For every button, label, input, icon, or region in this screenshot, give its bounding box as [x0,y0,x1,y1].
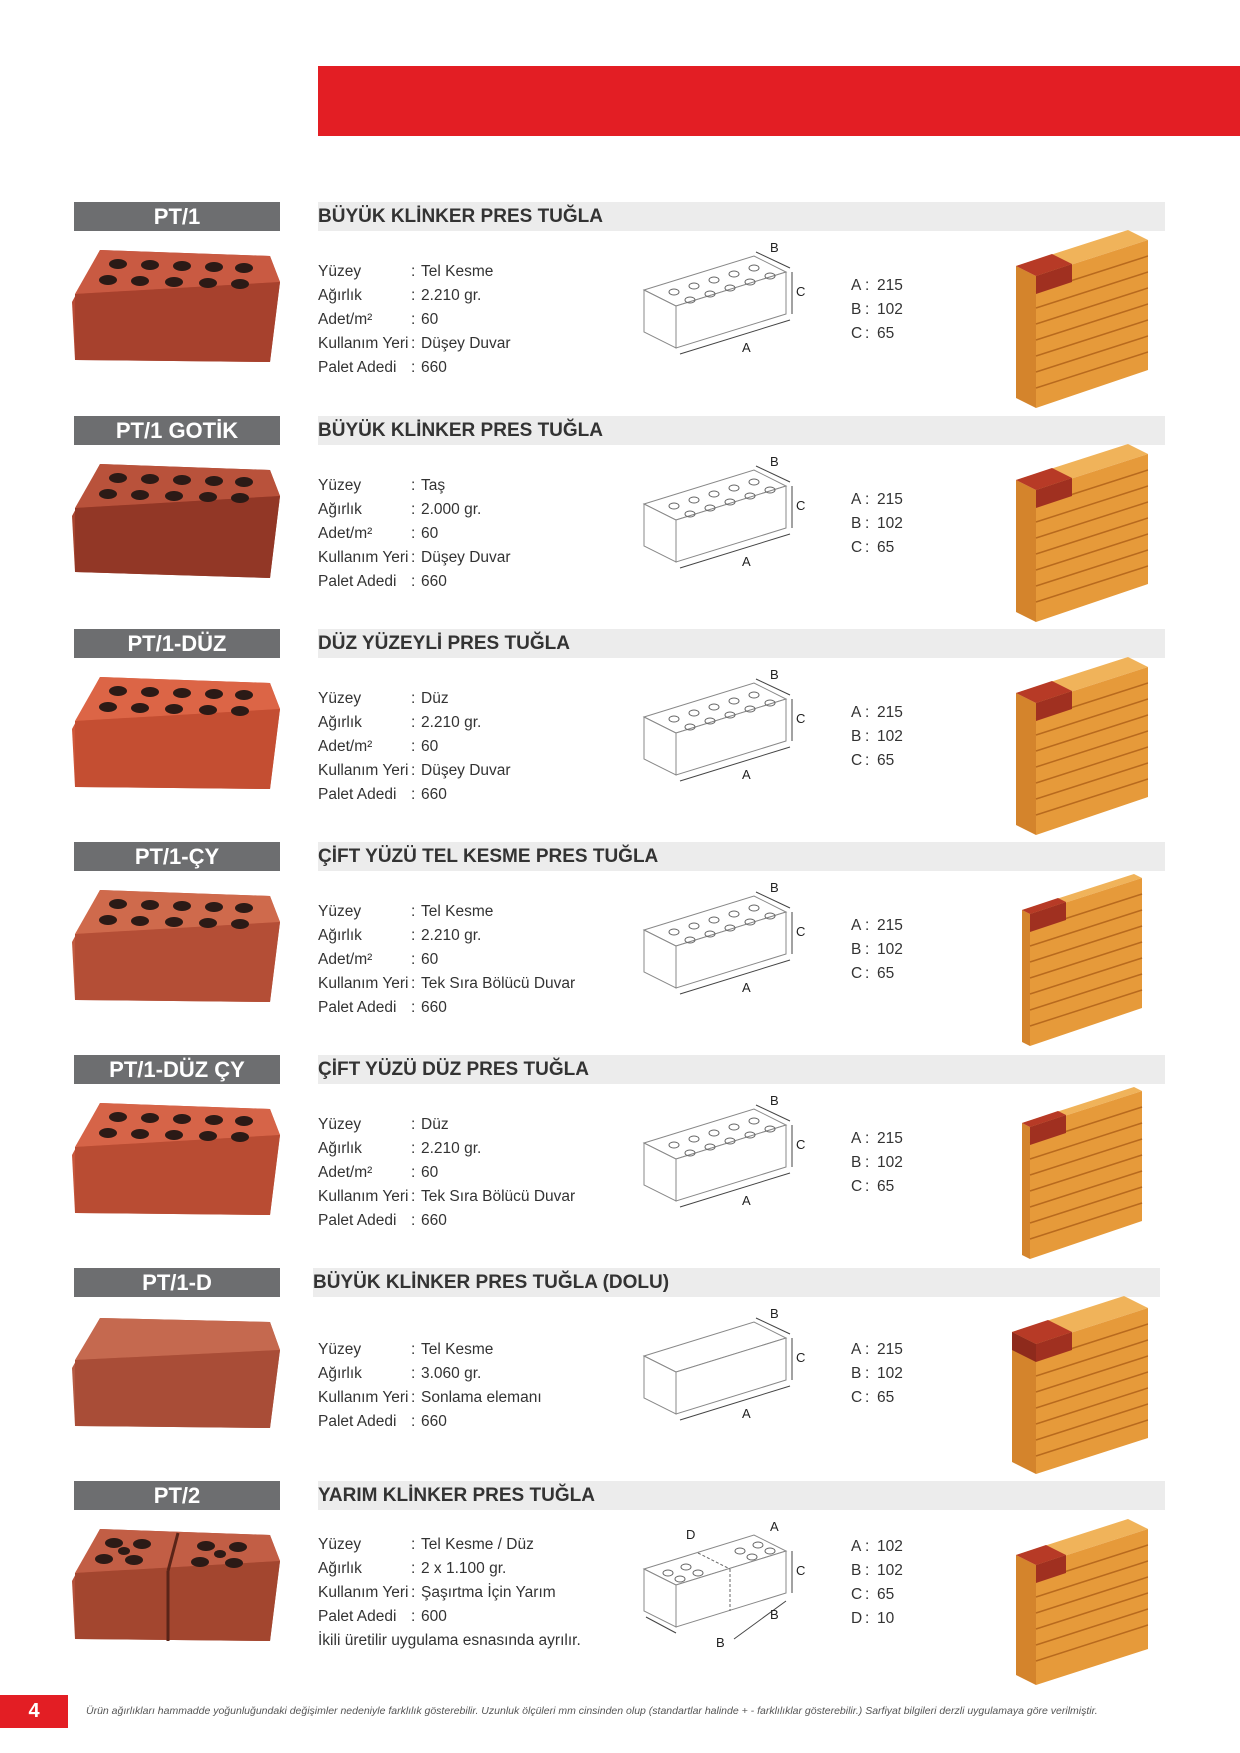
brick-photo [70,1521,286,1651]
spec-row: Ağırlık : 2 x 1.100 gr. [318,1560,507,1577]
dim-row: A : 102 [851,1538,903,1555]
spec-row: Adet/m² : 60 [318,525,439,542]
product-pt1-duz [0,629,1240,842]
dimension-list [851,488,931,560]
diagram-label-c: C [796,284,806,299]
spec-row: Palet Adedi : 600 [318,1608,447,1625]
wall-illustration [1008,444,1148,622]
diagram-label-c: C [796,711,806,726]
diagram-label-c: C [796,498,806,513]
diagram-label-a: A [742,980,751,995]
spec-row: Kullanım Yeri : Düşey Duvar [318,335,511,352]
spec-list [318,900,618,1020]
diagram-label-c: C [796,1137,806,1152]
brick-photo [70,456,286,586]
diagram-label-b: B [770,669,779,682]
spec-row: Yüzey : Tel Kesme [318,903,494,920]
spec-list [318,474,618,594]
dim-row: C : 65 [851,1178,895,1195]
dim-row: C : 65 [851,965,895,982]
spec-row: Palet Adedi : 660 [318,1212,447,1229]
spec-row: Palet Adedi : 660 [318,786,447,803]
diagram-label-c: C [796,924,806,939]
spec-row: Ağırlık : 2.210 gr. [318,927,482,944]
dim-row: A : 215 [851,1341,903,1358]
spec-row: Yüzey : Tel Kesme [318,1341,494,1358]
product-pt1-duz-cy [0,1055,1240,1268]
brick-photo [70,242,286,372]
diagram-label-c: C [796,1563,806,1578]
spec-row: Ağırlık : 2.210 gr. [318,287,482,304]
diagram-label-a: A [742,554,751,569]
product-pt1-cy [0,842,1240,1055]
product-title: BÜYÜK KLİNKER PRES TUĞLA [318,202,1165,231]
spec-row: Palet Adedi : 660 [318,359,447,376]
product-code: PT/1 GOTİK [74,416,280,445]
diagram-label-a: A [742,340,751,355]
spec-row: Palet Adedi : 660 [318,1413,447,1430]
spec-row: Ağırlık : 2.210 gr. [318,1140,482,1157]
product-title: YARIM KLİNKER PRES TUĞLA [318,1481,1165,1510]
dim-row: B : 102 [851,728,903,745]
spec-row: Kullanım Yeri : Düşey Duvar [318,549,511,566]
wall-illustration [1008,230,1148,408]
spec-list [318,1113,618,1233]
dim-row: C : 65 [851,539,895,556]
spec-list [318,260,618,380]
page-number: 4 [0,1695,68,1728]
spec-row: Kullanım Yeri : Tek Sıra Bölücü Duvar [318,1188,576,1205]
spec-row: Kullanım Yeri : Sonlama elemanı [318,1389,542,1406]
dim-row: C : 65 [851,1586,895,1603]
dimension-list [851,701,931,773]
footer-disclaimer: Ürün ağırlıkları hammadde yoğunluğundaki değişimler nedeniyle farklılık gösterebilir. Uzunluk ölçüleri mm cinsinden olup (standartlar halinde + - farklılıklar gösterebilir.) Sarfiyat bilgileri derzli uygulamaya göre verilmiştir. [86,1705,1098,1717]
spec-row: Yüzey : Düz [318,690,449,707]
product-pt1-gotik [0,416,1240,629]
spec-row: Yüzey : Tel Kesme [318,263,494,280]
spec-row: Kullanım Yeri : Tek Sıra Bölücü Duvar [318,975,576,992]
wall-illustration [1008,657,1148,835]
product-code: PT/2 [74,1481,280,1510]
diagram-label-a: A [742,767,751,782]
product-pt2 [0,1481,1240,1694]
dimension-list [851,274,931,346]
spec-row: Adet/m² : 60 [318,1164,439,1181]
dimension-list [851,1535,931,1631]
diagram-label-b: B [770,242,779,255]
brick-photo [70,882,286,1012]
dim-row: B : 102 [851,1365,903,1382]
dim-row: B : 102 [851,301,903,318]
spec-row: Adet/m² : 60 [318,738,439,755]
spec-row: Yüzey : Taş [318,477,446,494]
diagram-label-a: A [742,1193,751,1208]
dim-row: C : 65 [851,752,895,769]
dimension-list [851,1127,931,1199]
dim-row: A : 215 [851,277,903,294]
spec-list [318,1338,618,1434]
dim-row: A : 215 [851,491,903,508]
diagram-label-a: A [742,1406,751,1421]
dimension-diagram [636,669,816,799]
top-banner [318,66,1240,136]
brick-photo [70,1308,286,1438]
wall-illustration [1008,870,1148,1048]
product-code: PT/1 [74,202,280,231]
diagram-label-b-2: B [716,1635,725,1650]
diagram-label-c: C [796,1350,806,1365]
spec-row: Ağırlık : 2.000 gr. [318,501,482,518]
brick-photo [70,1095,286,1225]
brick-photo [70,669,286,799]
product-pt1 [0,202,1240,415]
dim-row: A : 215 [851,704,903,721]
spec-row: Adet/m² : 60 [318,311,439,328]
spec-list [318,687,618,807]
diagram-label-b: B [770,1308,779,1321]
spec-row: Adet/m² : 60 [318,951,439,968]
dimension-diagram [636,242,816,372]
spec-row: Ağırlık : 2.210 gr. [318,714,482,731]
dimension-diagram [636,456,816,586]
wall-illustration [1008,1296,1148,1474]
dim-row: B : 102 [851,515,903,532]
dimension-diagram [636,882,816,1012]
diagram-label-b: B [770,1095,779,1108]
dim-row: A : 215 [851,1130,903,1147]
dimension-diagram [636,1521,816,1651]
dimension-list [851,914,931,986]
spec-row: Ağırlık : 3.060 gr. [318,1365,482,1382]
product-title: BÜYÜK KLİNKER PRES TUĞLA (DOLU) [313,1268,1160,1297]
product-title: BÜYÜK KLİNKER PRES TUĞLA [318,416,1165,445]
spec-note: İkili üretilir uygulama esnasında ayrılır. [318,1632,581,1649]
diagram-label-b: B [770,1607,779,1622]
dim-row: C : 65 [851,1389,895,1406]
spec-list [318,1533,618,1653]
dim-row: B : 102 [851,1562,903,1579]
product-pt1-d [0,1268,1240,1481]
diagram-label-d: D [686,1527,696,1542]
product-title: ÇİFT YÜZÜ TEL KESME PRES TUĞLA [318,842,1165,871]
spec-row: Palet Adedi : 660 [318,999,447,1016]
dim-row: B : 102 [851,941,903,958]
dimension-diagram [636,1308,816,1438]
dimension-diagram [636,1095,816,1225]
product-code: PT/1-D [74,1268,280,1297]
product-title: ÇİFT YÜZÜ DÜZ PRES TUĞLA [318,1055,1165,1084]
wall-illustration [1008,1509,1148,1687]
diagram-label-a: A [770,1521,779,1534]
spec-row: Kullanım Yeri : Düşey Duvar [318,762,511,779]
product-code: PT/1-DÜZ [74,629,280,658]
spec-row: Kullanım Yeri : Şaşırtma İçin Yarım [318,1584,556,1601]
dim-row: B : 102 [851,1154,903,1171]
dimension-list [851,1338,931,1410]
wall-illustration [1008,1083,1148,1261]
product-code: PT/1-DÜZ ÇY [74,1055,280,1084]
spec-row: Yüzey : Tel Kesme / Düz [318,1536,534,1553]
product-code: PT/1-ÇY [74,842,280,871]
dim-row: A : 215 [851,917,903,934]
dim-row: D : 10 [851,1610,895,1627]
spec-row: Palet Adedi : 660 [318,573,447,590]
diagram-label-b: B [770,882,779,895]
diagram-label-b: B [770,456,779,469]
spec-row: Yüzey : Düz [318,1116,449,1133]
product-title: DÜZ YÜZEYLİ PRES TUĞLA [318,629,1165,658]
dim-row: C : 65 [851,325,895,342]
